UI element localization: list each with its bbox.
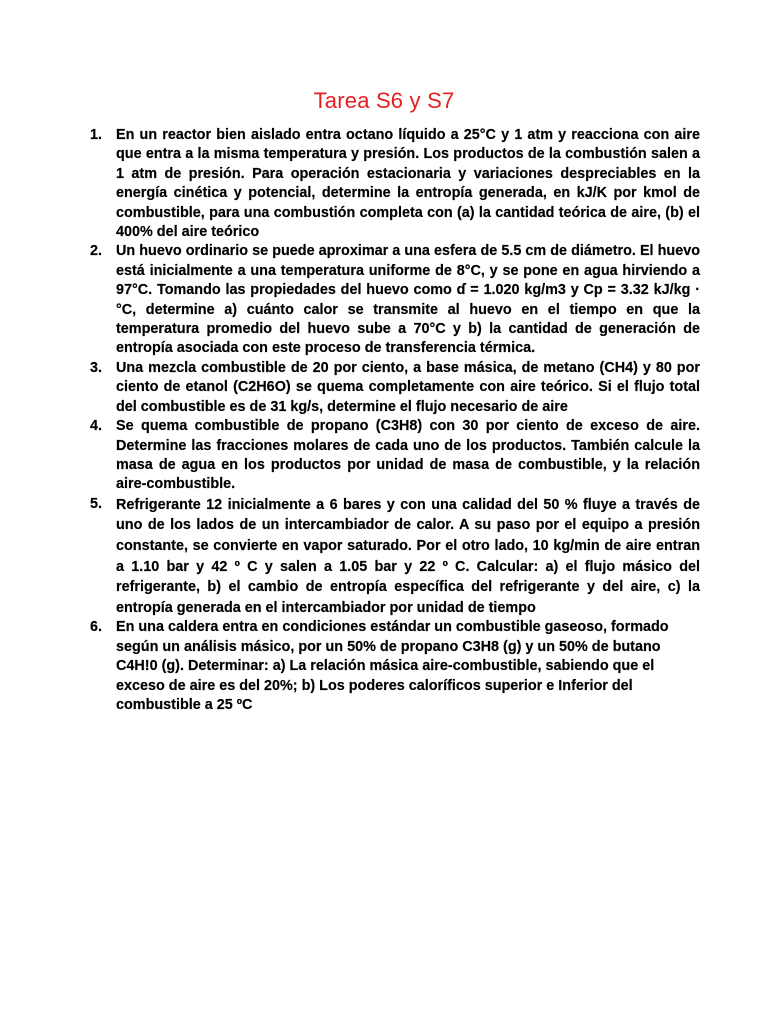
list-item [88, 618, 700, 715]
item-number: 4. [90, 418, 103, 435]
item-text: Una mezcla combustible de 20 por ciento, a base másica, de metano (CH4) y 80 por ciento de etanol (C2H6O) se quema completamente con aire teórico. Si el flujo total del combustible es de 31 kg/s, determine el flujo necesario de aire [116, 359, 700, 415]
list-item [88, 495, 700, 619]
item-number: 1. [90, 127, 103, 143]
item-number: 2. [90, 243, 103, 260]
item-number: 5. [90, 495, 103, 512]
exercise-list [88, 126, 700, 715]
item-text: Se quema combustible de propano (C3H8) con 30 por ciento de exceso de aire. Determine las fracciones molares de cada uno de los productos. También calcule la masa de agua en los productos por unidad de masa de combustible, y la relación aire-combustible. [116, 418, 700, 493]
item-text: En una caldera entra en condiciones estándar un combustible gaseoso, formado según un análisis másico, por un 50% de propano C3H8 (g) y un 50% de butano C4H!0 (g). Determinar: a) La relación másica aire-combustible, sabiendo que el exceso de aire es del 20%; b) Los poderes caloríficos superior e Inferior del combustible a 25 ºC [116, 619, 669, 713]
item-text: Refrigerante 12 inicialmente a 6 bares y con una calidad del 50 % fluye a través de uno de los lados de un intercambiador de calor. A su paso por el equipo a presión constante, se convierte en vapor saturado. Por el otro lado, 10 kg/min de aire entran a 1.10 bar y 42 º C y salen a 1.05 bar y 22 º C. Calcular: a) el flujo másico del refrigerante, b) el cambio de entropía específica del refrigerante y del aire, c) la entropía generada en el intercambiador por unidad de tiempo [116, 496, 700, 616]
document-title: Tarea S6 y S7 [313, 88, 455, 113]
item-text: Un huevo ordinario se puede aproximar a una esfera de 5.5 cm de diámetro. El huevo está inicialmente a una temperatura uniforme de 8°C, y se pone en agua hirviendo a 97°C. Tomando las propiedades del huevo como ɗ = 1.020 kg/m3 y Cp = 3.32 kJ/kg · °C, determine a) cuánto calor se transmite al huevo en el tiempo en que la temperatura promedio del huevo sube a 70°C y b) la cantidad de generación de entropía asociada con este proceso de transferencia térmica. [116, 243, 700, 357]
list-item [88, 359, 700, 417]
item-number: 3. [90, 359, 103, 376]
item-text: En un reactor bien aislado entra octano líquido a 25°C y 1 atm y reacciona con aire que entra a la misma temperatura y presión. Los productos de la combustión salen a 1 atm de presión. Para operación estacionaria y variaciones despreciables en la energía cinética y potencial, determine la entropía generada, en kJ/K por kmol de combustible, para una combustión completa con (a) la cantidad teórica de aire, (b) el 400% del aire teórico [116, 127, 700, 241]
item-number: 6. [90, 619, 103, 636]
list-item [88, 126, 700, 242]
list-item [88, 417, 700, 495]
list-item [88, 242, 700, 358]
